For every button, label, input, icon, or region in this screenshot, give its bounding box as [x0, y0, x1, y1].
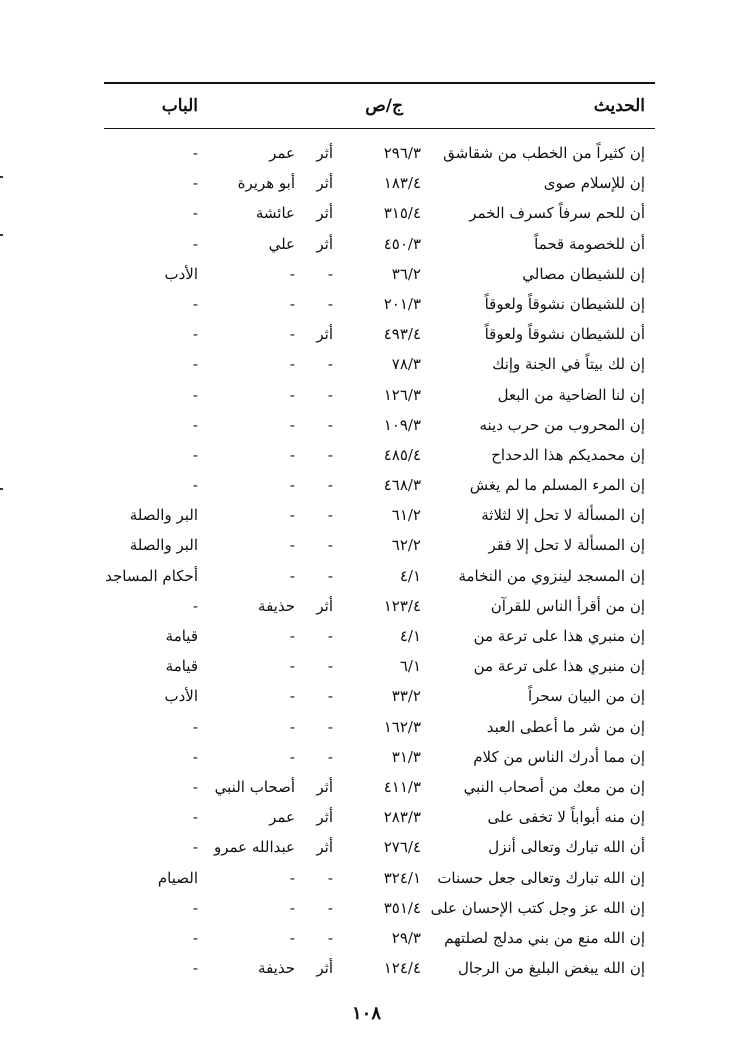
type-cell: -	[327, 294, 333, 313]
hadith-cell: إن للإسلام صوى	[543, 174, 645, 193]
chapter-cell: -	[192, 234, 198, 253]
narrator-cell: عائشة	[255, 204, 295, 223]
narrator-cell: -	[289, 506, 295, 525]
type-cell: أثر	[316, 325, 333, 344]
narrator-cell: -	[289, 868, 295, 887]
chapter-cell: البر والصلة	[129, 506, 198, 525]
column-header-volume-page: ج/ص	[365, 96, 403, 116]
type-cell: -	[327, 264, 333, 283]
volume-page-cell: ٣٥١/٤	[383, 898, 421, 917]
hadith-cell: إن الله منع من بني مدلج لصلتهم	[444, 928, 645, 947]
table-row	[0, 138, 733, 168]
volume-page-cell: ٤١١/٣	[383, 777, 421, 796]
type-cell: أثر	[316, 204, 333, 223]
hadith-cell: إن الله تبارك وتعالى جعل حسنات	[437, 868, 645, 887]
hadith-cell: إن من البيان سحراً	[527, 687, 645, 706]
hadith-cell: إن المحروب من حرب دينه	[479, 415, 645, 434]
type-cell: -	[327, 747, 333, 766]
type-cell: أثر	[316, 838, 333, 857]
hadith-cell: إن من معك من أصحاب النبي	[463, 777, 645, 796]
type-cell: -	[327, 385, 333, 404]
volume-page-cell: ١٢٣/٤	[383, 596, 421, 615]
table-row	[0, 591, 733, 621]
narrator-cell: -	[289, 264, 295, 283]
chapter-cell: -	[192, 747, 198, 766]
hadith-cell: إن منبري هذا على ترعة من	[473, 657, 645, 676]
narrator-cell: -	[289, 928, 295, 947]
narrator-cell: -	[289, 385, 295, 404]
hadith-cell: إن لنا الضاحية من البعل	[497, 385, 645, 404]
type-cell: -	[327, 657, 333, 676]
narrator-cell: -	[289, 747, 295, 766]
narrator-cell: عبدالله عمرو	[213, 838, 295, 857]
volume-page-cell: ١٢٦/٣	[383, 385, 421, 404]
header-rule	[104, 128, 655, 129]
volume-page-cell: ٤/١	[399, 627, 421, 645]
volume-page-cell: ٣١/٣	[391, 747, 421, 766]
chapter-cell: -	[192, 415, 198, 434]
hadith-cell: أن للشيطان نشوقاً ولعوقاً	[484, 325, 645, 344]
volume-page-cell: ٢٩/٣	[391, 928, 421, 947]
volume-page-cell: ٣٦/٢	[391, 264, 421, 283]
table-row	[0, 863, 733, 893]
volume-page-cell: ٣٣/٢	[391, 687, 421, 706]
table-row	[0, 229, 733, 259]
chapter-cell: -	[192, 204, 198, 223]
chapter-cell: البر والصلة	[129, 536, 198, 555]
narrator-cell: -	[289, 657, 295, 676]
chapter-cell: -	[192, 144, 198, 162]
table-row	[0, 712, 733, 742]
hadith-cell: إن مما أدرك الناس من كلام	[473, 747, 645, 766]
type-cell: -	[327, 898, 333, 917]
table-row	[0, 380, 733, 410]
chapter-cell: -	[192, 898, 198, 917]
table-row	[0, 651, 733, 681]
table-row	[0, 198, 733, 228]
table-row	[0, 289, 733, 319]
type-cell: -	[327, 536, 333, 555]
volume-page-cell: ٣١٥/٤	[383, 204, 421, 223]
narrator-cell: أصحاب النبي	[214, 777, 295, 796]
narrator-cell: -	[289, 536, 295, 555]
table-row	[0, 470, 733, 500]
type-cell: أثر	[316, 777, 333, 796]
table-row	[0, 349, 733, 379]
volume-page-cell: ١٨٣/٤	[383, 174, 421, 193]
hadith-cell: إن كثيراً من الخطب من شقاشق	[443, 144, 645, 162]
type-cell: أثر	[316, 174, 333, 193]
column-header-chapter: الباب	[161, 96, 198, 116]
hadith-cell: إن المسجد لينزوي من النخامة	[458, 566, 645, 585]
volume-page-cell: ٧٨/٣	[391, 355, 421, 374]
narrator-cell: -	[289, 445, 295, 464]
volume-page-cell: ٦٢/٢	[391, 536, 421, 555]
volume-page-cell: ٤٩٣/٤	[383, 325, 421, 344]
chapter-cell: -	[192, 928, 198, 947]
volume-page-cell: ٤/١	[399, 566, 421, 585]
hadith-cell: إن الله يبغض البليغ من الرجال	[457, 959, 645, 978]
hadith-cell: إن المرء المسلم ما لم يغش	[469, 476, 645, 495]
chapter-cell: قيامة	[165, 657, 198, 676]
chapter-cell: -	[192, 959, 198, 978]
narrator-cell: حذيفة	[258, 959, 295, 978]
table-row	[0, 742, 733, 772]
volume-page-cell: ٣٢٤/١	[383, 868, 421, 887]
type-cell: -	[327, 506, 333, 525]
chapter-cell: قيامة	[165, 627, 198, 645]
volume-page-cell: ٤٥٠/٣	[383, 234, 421, 253]
chapter-cell: الأدب	[164, 687, 198, 706]
type-cell: أثر	[316, 596, 333, 615]
hadith-cell: إن من شر ما أعطى العبد	[486, 717, 645, 736]
table-row	[0, 500, 733, 530]
hadith-cell: إن للشيطان نشوقاً ولعوقاً	[484, 294, 645, 313]
chapter-cell: -	[192, 838, 198, 857]
chapter-cell: -	[192, 777, 198, 796]
chapter-cell: -	[192, 808, 198, 827]
type-cell: -	[327, 687, 333, 706]
chapter-cell: أحكام المساجد	[105, 566, 198, 585]
table-row	[0, 802, 733, 832]
narrator-cell: حذيفة	[258, 596, 295, 615]
narrator-cell: -	[289, 627, 295, 645]
type-cell: -	[327, 445, 333, 464]
table-row	[0, 410, 733, 440]
hadith-cell: إن لك بيتاً في الجنة وإنك	[492, 355, 645, 374]
type-cell: -	[327, 355, 333, 374]
type-cell: -	[327, 627, 333, 645]
volume-page-cell: ٢٩٦/٣	[383, 144, 421, 162]
hadith-cell: إن المسألة لا تحل إلا لثلاثة	[481, 506, 645, 525]
chapter-cell: الأدب	[164, 264, 198, 283]
hadith-cell: أن للحم سرفاً كسرف الخمر	[469, 204, 645, 223]
type-cell: أثر	[316, 959, 333, 978]
type-cell: أثر	[316, 808, 333, 827]
hadith-cell: إن المسألة لا تحل إلا فقر	[488, 536, 645, 555]
chapter-cell: -	[192, 476, 198, 495]
hadith-cell: إن للشيطان مصالي	[522, 264, 645, 283]
type-cell: -	[327, 928, 333, 947]
page-number: ١٠٨	[351, 1003, 381, 1024]
hadith-cell: إن من أقرأ الناس للقرآن	[490, 596, 645, 615]
volume-page-cell: ٦/١	[399, 657, 421, 676]
hadith-cell: إن محمديكم هذا الدحداح	[491, 445, 645, 464]
narrator-cell: -	[289, 476, 295, 495]
top-rule	[104, 82, 655, 84]
narrator-cell: علي	[268, 234, 295, 253]
hadith-cell: أن الله تبارك وتعالى أنزل	[488, 838, 645, 857]
type-cell: -	[327, 868, 333, 887]
table-row	[0, 319, 733, 349]
narrator-cell: -	[289, 355, 295, 374]
chapter-cell: -	[192, 325, 198, 344]
table-row	[0, 893, 733, 923]
table-row	[0, 772, 733, 802]
table-row	[0, 168, 733, 198]
table-row	[0, 530, 733, 560]
narrator-cell: -	[289, 717, 295, 736]
narrator-cell: -	[289, 294, 295, 313]
type-cell: -	[327, 415, 333, 434]
volume-page-cell: ٢٠١/٣	[383, 294, 421, 313]
hadith-cell: إن الله عز وجل كتب الإحسان على	[430, 898, 645, 917]
volume-page-cell: ٦١/٢	[391, 506, 421, 525]
table-row	[0, 621, 733, 651]
table-row	[0, 923, 733, 953]
table-row	[0, 561, 733, 591]
volume-page-cell: ٤٨٥/٤	[383, 445, 421, 464]
narrator-cell: -	[289, 898, 295, 917]
chapter-cell: -	[192, 174, 198, 193]
narrator-cell: أبو هريرة	[237, 174, 295, 193]
narrator-cell: -	[289, 687, 295, 706]
table-row	[0, 953, 733, 983]
chapter-cell: الصيام	[157, 868, 198, 887]
volume-page-cell: ٤٦٨/٣	[383, 476, 421, 495]
narrator-cell: عمر	[269, 144, 295, 162]
type-cell: -	[327, 717, 333, 736]
type-cell: -	[327, 476, 333, 495]
narrator-cell: -	[289, 325, 295, 344]
hadith-cell: إن منبري هذا على ترعة من	[473, 627, 645, 645]
chapter-cell: -	[192, 385, 198, 404]
chapter-cell: -	[192, 717, 198, 736]
chapter-cell: -	[192, 445, 198, 464]
volume-page-cell: ١٦٢/٣	[383, 717, 421, 736]
type-cell: أثر	[316, 144, 333, 162]
chapter-cell: -	[192, 355, 198, 374]
table-row	[0, 259, 733, 289]
hadith-cell: إن منه أبواباً لا تخفى على	[487, 808, 645, 827]
volume-page-cell: ١٠٩/٣	[383, 415, 421, 434]
volume-page-cell: ٢٨٣/٣	[383, 808, 421, 827]
column-header-hadith: الحديث	[593, 96, 645, 116]
narrator-cell: عمر	[269, 808, 295, 827]
table-row	[0, 681, 733, 711]
type-cell: -	[327, 566, 333, 585]
narrator-cell: -	[289, 566, 295, 585]
type-cell: أثر	[316, 234, 333, 253]
narrator-cell: -	[289, 415, 295, 434]
table-row	[0, 440, 733, 470]
index-table-body	[0, 138, 733, 983]
table-row	[0, 832, 733, 862]
chapter-cell: -	[192, 596, 198, 615]
volume-page-cell: ١٢٤/٤	[383, 959, 421, 978]
chapter-cell: -	[192, 294, 198, 313]
volume-page-cell: ٢٧٦/٤	[383, 838, 421, 857]
hadith-cell: أن للخصومة قحماً	[534, 234, 645, 253]
